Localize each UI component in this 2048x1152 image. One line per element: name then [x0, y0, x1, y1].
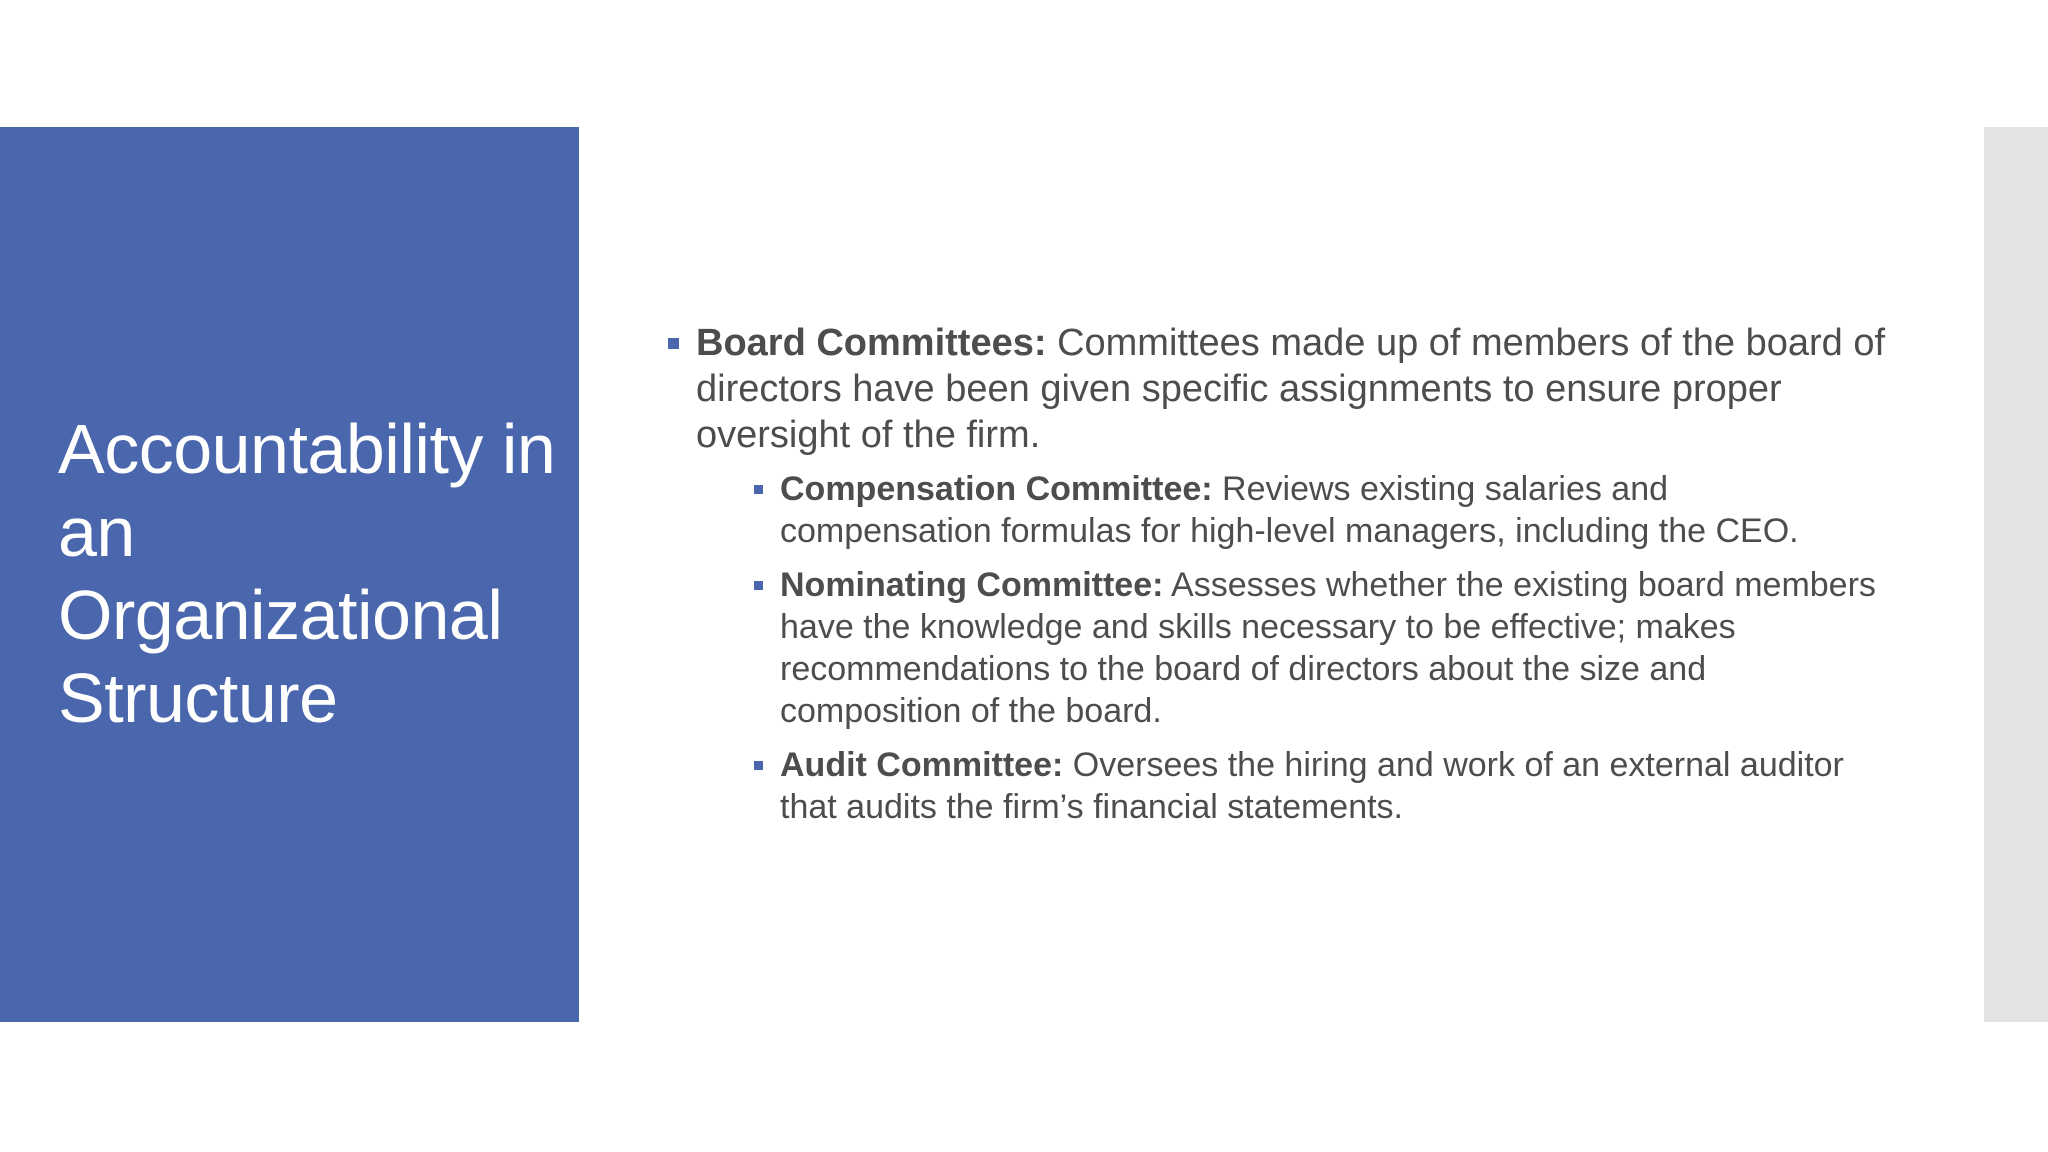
sub-bullet-term: Compensation Committee: — [780, 470, 1213, 508]
square-bullet-icon — [668, 338, 679, 349]
square-bullet-icon — [754, 581, 763, 590]
side-strip — [1984, 127, 2048, 1022]
sub-bullet-audit — [750, 744, 1880, 828]
sub-bullet-text: Oversees the hiring and work of an external auditor that audits the firm’s financial statements. — [780, 746, 1844, 826]
slide-title: Accountability in an Organizational Structure — [58, 410, 556, 737]
sub-bullet-text: Assesses whether the existing board members have the knowledge and skills necessary to be effective; makes recommendations to the board of directors about the size and composition of the board. — [780, 566, 1876, 730]
square-bullet-icon — [754, 485, 763, 494]
bullet-text: Committees made up of members of the board of directors have been given specific assignments to ensure proper oversight of the firm. — [696, 322, 1886, 456]
bullet-board-committees — [666, 320, 1886, 458]
sub-bullet-text: Reviews existing salaries and compensation formulas for high-level managers, including the CEO. — [780, 470, 1799, 550]
sub-bullet-nominating — [750, 564, 1880, 732]
square-bullet-icon — [754, 761, 763, 770]
sub-bullet-term: Audit Committee: — [780, 746, 1064, 784]
bullet-term: Board Committees: — [696, 322, 1047, 364]
sub-bullet-term: Nominating Committee: — [780, 566, 1164, 604]
bullet-content — [666, 320, 1886, 840]
sub-bullet-compensation — [750, 468, 1880, 552]
sub-bullet-list — [666, 468, 1876, 828]
